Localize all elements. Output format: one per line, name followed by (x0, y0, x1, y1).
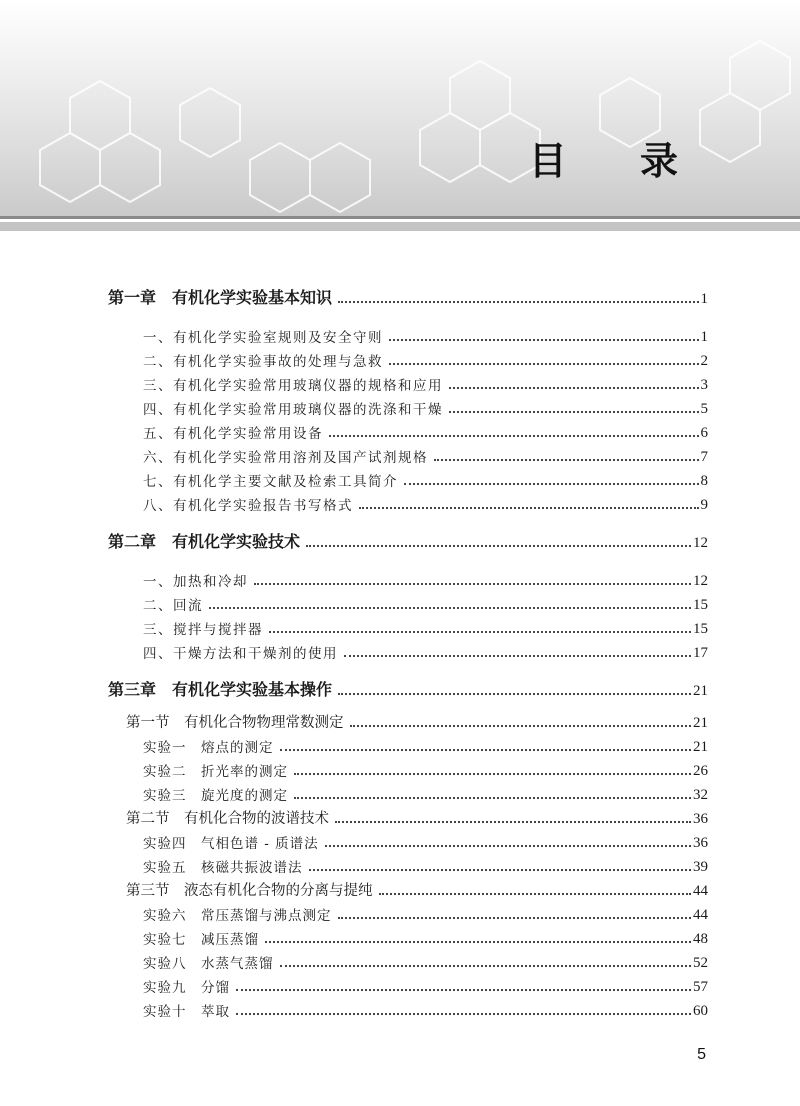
toc-experiment-entry[interactable] (143, 974, 708, 996)
dot-leader (265, 941, 691, 943)
toc-entry-page: 15 (693, 597, 708, 613)
toc-entry-page: 8 (700, 473, 708, 489)
toc-entry-page: 26 (693, 763, 708, 779)
toc-entry-title: 实验一 熔点的测定 (143, 740, 274, 756)
header-divider-light (0, 222, 800, 231)
toc-entry-page: 6 (700, 425, 708, 441)
dot-leader (344, 655, 691, 657)
toc-entry-page: 1 (700, 329, 708, 345)
toc-entry-page: 57 (693, 979, 708, 995)
toc-entry-page: 21 (693, 683, 708, 699)
toc-entry-page: 52 (693, 955, 708, 971)
toc-entry-page: 48 (693, 931, 708, 947)
toc-entry-title: 实验五 核磁共振波谱法 (143, 860, 303, 876)
toc-experiment-entry[interactable] (143, 830, 708, 852)
page-number: 5 (697, 1046, 706, 1063)
dot-leader (294, 797, 691, 799)
toc-entry-title: 第一章 有机化学实验基本知识 (108, 288, 333, 307)
toc-entry-page: 3 (700, 377, 708, 393)
toc-entry-page: 21 (693, 739, 708, 755)
dot-leader (449, 411, 699, 413)
toc-experiment-entry[interactable] (143, 854, 708, 876)
toc-chapter-entry[interactable] (108, 286, 708, 308)
dot-leader (306, 545, 691, 547)
toc-item-entry[interactable] (143, 492, 708, 514)
toc-chapter-entry[interactable] (108, 530, 708, 552)
header-divider (0, 216, 800, 219)
toc-entry-title: 三、搅拌与搅拌器 (143, 622, 263, 638)
toc-entry-page: 17 (693, 645, 708, 661)
toc-entry-title: 二、有机化学实验事故的处理与急救 (143, 354, 383, 370)
toc-experiment-entry[interactable] (143, 926, 708, 948)
toc-entry-page: 21 (693, 715, 708, 731)
dot-leader (350, 725, 692, 727)
dot-leader (280, 749, 692, 751)
toc-entry-title: 第三节 液态有机化合物的分离与提纯 (126, 883, 373, 899)
toc-item-entry[interactable] (143, 372, 708, 394)
dot-leader (389, 339, 699, 341)
toc-entry-title: 六、有机化学实验常用溶剂及国产试剂规格 (143, 450, 428, 466)
toc-entry-page: 7 (700, 449, 708, 465)
toc-entry-title: 八、有机化学实验报告书写格式 (143, 498, 353, 514)
toc-entry-title: 第二节 有机化合物的波谱技术 (126, 811, 329, 827)
toc-section-entry[interactable] (126, 878, 708, 900)
dot-leader (209, 607, 691, 609)
toc-entry-title: 四、干燥方法和干燥剂的使用 (143, 646, 338, 662)
dot-leader (280, 965, 692, 967)
toc-entry-title: 一、有机化学实验室规则及安全守则 (143, 330, 383, 346)
toc-section-entry[interactable] (126, 710, 708, 732)
toc-experiment-entry[interactable] (143, 950, 708, 972)
toc-experiment-entry[interactable] (143, 758, 708, 780)
toc-entry-page: 39 (693, 859, 708, 875)
toc-entry-page: 1 (700, 291, 708, 307)
toc-item-entry[interactable] (143, 568, 708, 590)
toc-experiment-entry[interactable] (143, 902, 708, 924)
toc-item-entry[interactable] (143, 640, 708, 662)
toc-entry-title: 实验二 折光率的测定 (143, 764, 288, 780)
toc-entry-title: 第一节 有机化合物物理常数测定 (126, 715, 344, 731)
dot-leader (236, 1013, 691, 1015)
toc-entry-page: 9 (700, 497, 708, 513)
dot-leader (325, 845, 691, 847)
toc-item-entry[interactable] (143, 420, 708, 442)
toc-entry-title: 三、有机化学实验常用玻璃仪器的规格和应用 (143, 378, 443, 394)
toc-entry-page: 36 (693, 811, 708, 827)
toc-entry-page: 44 (693, 907, 708, 923)
toc-entry-title: 实验三 旋光度的测定 (143, 788, 288, 804)
dot-leader (359, 507, 699, 509)
toc-entry-page: 36 (693, 835, 708, 851)
toc-entry-page: 5 (700, 401, 708, 417)
toc-entry-title: 七、有机化学主要文献及检索工具简介 (143, 474, 398, 490)
toc-entry-title: 第二章 有机化学实验技术 (108, 532, 301, 551)
page-title: 目 录 (528, 139, 708, 183)
toc-experiment-entry[interactable] (143, 734, 708, 756)
dot-leader (338, 301, 698, 303)
dot-leader (434, 459, 699, 461)
toc-entry-title: 实验九 分馏 (143, 980, 230, 996)
header-banner (0, 0, 800, 216)
toc-chapter-entry[interactable] (108, 678, 708, 700)
toc-entry-title: 实验六 常压蒸馏与沸点测定 (143, 908, 332, 924)
toc-entry-title: 实验四 气相色谱 - 质谱法 (143, 836, 319, 852)
toc-entry-page: 12 (693, 535, 708, 551)
dot-leader (404, 483, 699, 485)
dot-leader (449, 387, 699, 389)
dot-leader (335, 821, 691, 823)
dot-leader (338, 693, 691, 695)
toc-item-entry[interactable] (143, 324, 708, 346)
toc-entry-title: 第三章 有机化学实验基本操作 (108, 680, 333, 699)
toc-item-entry[interactable] (143, 348, 708, 370)
toc-entry-title: 实验八 水蒸气蒸馏 (143, 956, 274, 972)
dot-leader (309, 869, 692, 871)
dot-leader (338, 917, 692, 919)
dot-leader (379, 893, 692, 895)
toc-entry-title: 五、有机化学实验常用设备 (143, 426, 323, 442)
dot-leader (254, 583, 691, 585)
dot-leader (329, 435, 699, 437)
toc-entry-page: 32 (693, 787, 708, 803)
toc-entry-page: 12 (693, 573, 708, 589)
toc-entry-page: 44 (693, 883, 708, 899)
toc-entry-page: 15 (693, 621, 708, 637)
toc-entry-title: 实验七 减压蒸馏 (143, 932, 259, 948)
toc-entry-title: 一、加热和冷却 (143, 574, 248, 590)
toc-section-entry[interactable] (126, 806, 708, 828)
dot-leader (269, 631, 691, 633)
dot-leader (236, 989, 691, 991)
toc-item-entry[interactable] (143, 444, 708, 466)
toc-item-entry[interactable] (143, 616, 708, 638)
dot-leader (294, 773, 691, 775)
toc-entry-title: 二、回流 (143, 598, 203, 614)
toc-experiment-entry[interactable] (143, 998, 708, 1020)
toc-entry-title: 实验十 萃取 (143, 1004, 230, 1020)
toc-item-entry[interactable] (143, 468, 708, 490)
toc-experiment-entry[interactable] (143, 782, 708, 804)
dot-leader (389, 363, 699, 365)
toc-item-entry[interactable] (143, 592, 708, 614)
toc-item-entry[interactable] (143, 396, 708, 418)
toc-entry-page: 2 (700, 353, 708, 369)
toc-entry-page: 60 (693, 1003, 708, 1019)
toc-entry-title: 四、有机化学实验常用玻璃仪器的洗涤和干燥 (143, 402, 443, 418)
